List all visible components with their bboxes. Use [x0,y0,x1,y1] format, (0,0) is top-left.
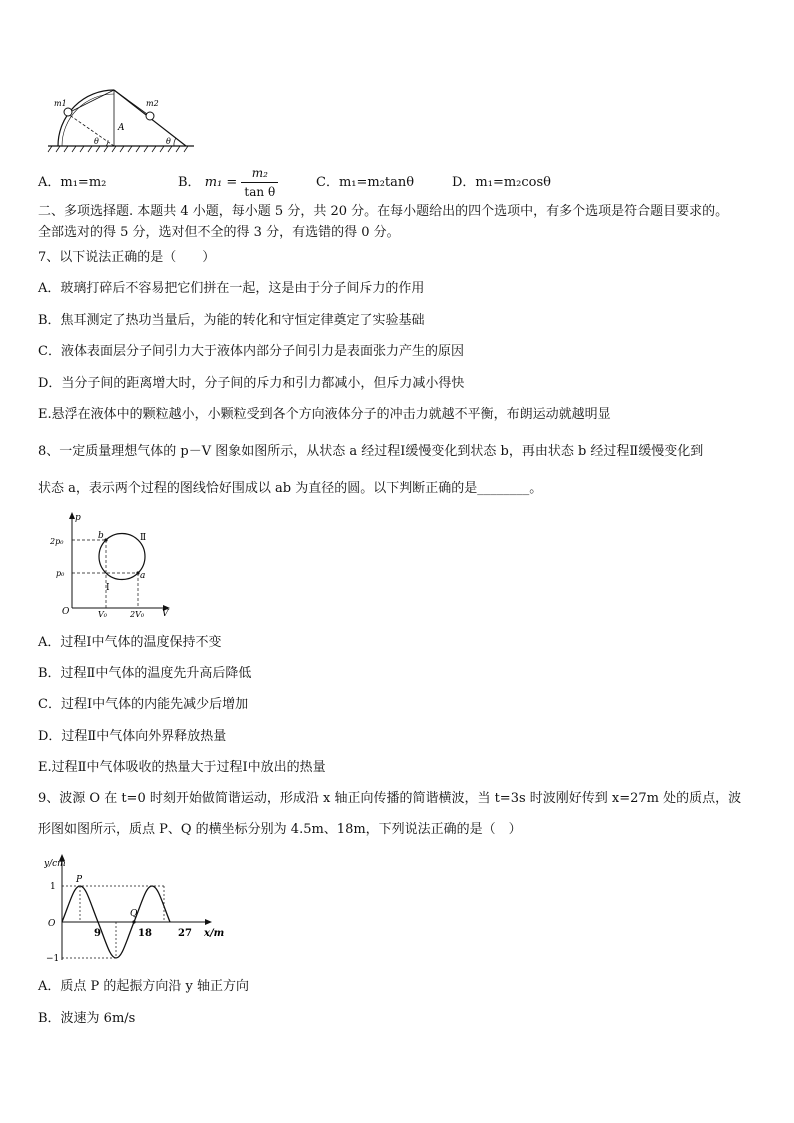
q6-option-b-label: B． [178,175,201,190]
q9-P-label: P [76,875,83,885]
q6-theta-right: θ [166,137,171,146]
q7-option-e: E.悬浮在液体中的颗粒越小，小颗粒受到各个方向液体分子的冲击力就越不平衡，布朗运动就越明显 [38,407,611,422]
q8-v0-label: V₀ [98,610,107,618]
q8-p0-label: p₀ [56,569,65,578]
q8-option-b: B．过程Ⅱ中气体的温度先升高后降低 [38,666,252,681]
q8-stem-2: 状态 a，表示两个过程的图线恰好围成以 ab 为直径的圆。以下判断正确的是________。 [38,481,543,496]
q8-2p0-label: 2p₀ [50,537,64,546]
q8-v-axis: V [162,609,169,618]
q9-Q-label: Q [130,909,138,919]
q8-option-d: D．过程Ⅱ中气体向外界释放热量 [38,729,227,744]
q9-option-b: B．波速为 6m/s [38,1011,136,1026]
q6-option-b-num: m₂ [241,164,278,183]
q8-pv-figure [50,510,180,618]
incline-semicircle-diagram [46,84,196,156]
q6-figure [46,84,196,156]
q9-tick-27: 27 [178,928,192,939]
q8-b-label: b [98,531,104,541]
q6-option-b [178,164,278,201]
q9-y-bot-tick: −1 [46,954,60,964]
q6-option-c: C．m₁=m₂tanθ [316,175,415,190]
q9-wave-figure [44,852,234,964]
q8-option-c: C．过程Ⅰ中气体的内能先减少后增加 [38,697,249,712]
wave-diagram [44,852,234,964]
q9-option-a: A．质点 P 的起振方向沿 y 轴正方向 [38,979,250,994]
q9-stem-2: 形图如图所示，质点 P、Q 的横坐标分别为 4.5m、18m，下列说法正确的是（ ） [38,822,522,837]
q6-m2-label: m2 [146,99,159,108]
q9-y-top-tick: 1 [50,882,56,892]
q9-y-axis-label: y/cm [44,859,66,869]
q9-origin: O [48,919,56,929]
q9-tick-9: 9 [94,928,101,939]
q9-tick-18: 18 [138,928,152,939]
q8-origin: O [62,607,70,617]
q9-x-axis-label: x/m [204,928,225,939]
q7-stem: 7、以下说法正确的是（ ） [38,250,216,265]
q6-option-b-fraction [241,164,278,201]
q7-option-c: C．液体表面层分子间引力大于液体内部分子间引力是表面张力产生的原因 [38,344,464,359]
q6-option-b-den: tan θ [244,185,276,199]
q6-A-label: A [118,123,125,133]
q8-process-I-label: Ⅰ [106,583,110,593]
q8-option-a: A．过程Ⅰ中气体的温度保持不变 [38,635,222,650]
q6-theta-left: θ [94,137,99,146]
q6-option-b-lhs: m₁ = [204,175,238,190]
q8-process-II-label: Ⅱ [140,533,147,543]
q7-option-d: D．当分子间的距离增大时，分子间的斥力和引力都减小，但斥力减小得快 [38,376,465,391]
q8-a-label: a [140,571,146,581]
q8-stem-1: 8、一定质量理想气体的 p－V 图象如图所示，从状态 a 经过程Ⅰ缓慢变化到状态 b，再由状态 b 经过程Ⅱ缓慢变化到 [38,444,704,459]
q8-p-axis: p [75,513,81,523]
section2-instructions-1: 二、多项选择题. 本题共 4 小题，每小题 5 分，共 20 分。在每小题给出的四个选项中，有多个选项是符合题目要求的。 [38,204,729,219]
m2-ball-icon [146,112,154,120]
q7-option-a: A．玻璃打碎后不容易把它们拼在一起，这是由于分子间斥力的作用 [38,281,425,296]
section2-instructions-2: 全部选对的得 5 分，选对但不全的得 3 分，有选错的得 0 分。 [38,225,400,240]
q6-option-a: A．m₁=m₂ [38,175,107,190]
q7-option-b: B．焦耳测定了热功当量后，为能的转化和守恒定律奠定了实验基础 [38,313,425,328]
pv-diagram [50,510,180,618]
q6-m1-label: m1 [54,99,67,108]
q6-option-d: D．m₁=m₂cosθ [452,175,551,190]
q8-option-e: E.过程Ⅱ中气体吸收的热量大于过程Ⅰ中放出的热量 [38,760,326,775]
q9-stem-1: 9、波源 O 在 t=0 时刻开始做简谐运动，形成沿 x 轴正向传播的简谐横波，当 t=3s 时波刚好传到 x=27m 处的质点，波 [38,791,742,806]
m1-ball-icon [64,108,72,116]
q8-2v0-label: 2V₀ [130,610,145,618]
